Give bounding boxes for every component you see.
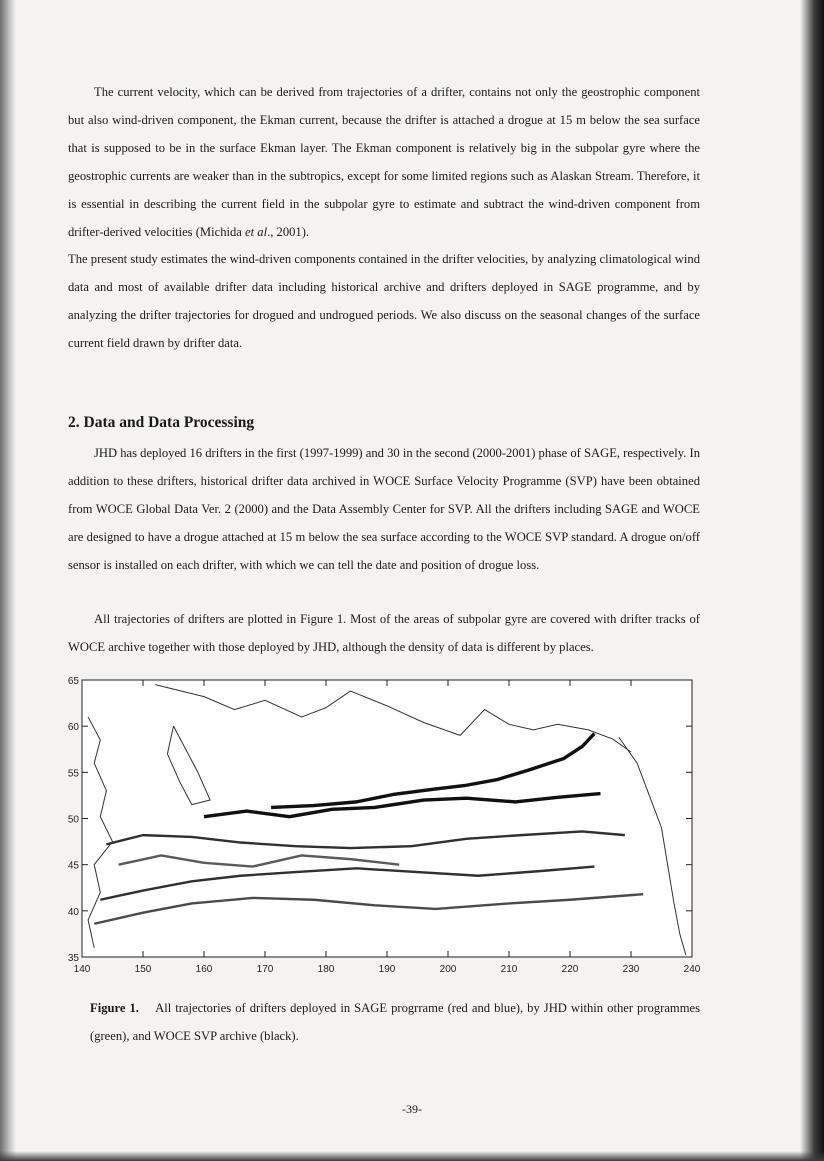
figure-caption — [90, 994, 700, 1050]
scan-shadow-bottom — [0, 1151, 824, 1161]
x-tick-label: 150 — [134, 964, 152, 975]
x-tick-label: 220 — [561, 964, 579, 975]
scan-shadow-right — [800, 0, 824, 1161]
paragraph-1-etal: et al — [245, 225, 268, 239]
y-tick-label: 35 — [67, 953, 79, 964]
caption-label: Figure 1. — [90, 1001, 139, 1015]
y-tick-label: 40 — [67, 906, 79, 918]
x-tick-label: 240 — [683, 964, 701, 975]
x-tick-label: 180 — [317, 964, 335, 975]
x-tick-label: 140 — [73, 964, 91, 975]
y-tick-label: 55 — [67, 768, 79, 780]
paragraph-4: All trajectories of drifters are plotted in Figure 1. Most of the areas of subpolar gyre are covered with drifter tracks of WOCE archive together with those deployed by JHD, although the density of data is different by places. — [68, 612, 700, 654]
x-tick-label: 210 — [500, 964, 518, 975]
x-tick-label: 230 — [622, 964, 640, 975]
section-heading: 2. Data and Data Processing — [68, 414, 255, 431]
x-tick-label: 190 — [378, 964, 396, 975]
plot-frame — [82, 680, 692, 957]
y-tick-label: 65 — [67, 676, 79, 687]
paragraph-1 — [68, 78, 700, 246]
paragraph-2: The present study estimates the wind-driven components contained in the drifter velocities, by analyzing climatological wind data and most of available drifter data including historical archive and drifters deployed in SAGE programme, and by analyzing the drifter trajectories for drogued and undrogued periods. We also discuss on the seasonal changes of the surface current field drawn by drifter data. — [68, 252, 700, 350]
paragraph-3: JHD has deployed 16 drifters in the first (1997-1999) and 30 in the second (2000-2001) phase of SAGE, respectively. In addition to these drifters, historical drifter data archived in WOCE Surface Velocity Programme (SVP) have been obtained from WOCE Global Data Ver. 2 (2000) and the Data Assembly Center for SVP. All the drifters including SAGE and WOCE are designed to have a drogue attached at 15 m below the sea surface according to the WOCE SVP standard. A drogue on/off sensor is installed on each drifter, with which we can tell the date and position of drogue loss. — [68, 446, 700, 572]
x-tick-label: 160 — [195, 964, 213, 975]
paragraph-1-text: The current velocity, which can be derived from trajectories of a drifter, contains not only the geostrophic component but also wind-driven component, the Ekman current, because the drifter is attached a drogue at 15 m below the sea surface that is supposed to be in the surface Ekman layer. The Ekman component is relatively big in the subpolar gyre where the geostrophic currents are weaker than in the subtropics, except for some limited regions such as Alaskan Stream. Therefore, it is essential in describing the current field in the subpolar gyre to estimate and subtract the wind-driven component from drifter-derived velocities (Michida — [68, 85, 700, 239]
x-tick-label: 170 — [256, 964, 274, 975]
y-tick-label: 50 — [67, 814, 79, 826]
x-tick-label: 200 — [439, 964, 457, 975]
scan-shadow-left — [0, 0, 16, 1161]
caption-text: All trajectories of drifters deployed in SAGE progrrame (red and blue), by JHD within other programmes (green), and WOCE SVP archive (black). — [90, 1001, 701, 1043]
paragraph-1-suffix: ., 2001). — [267, 225, 310, 239]
page-number: -39- — [402, 1102, 422, 1116]
y-tick-label: 60 — [67, 722, 79, 734]
figure-1 — [60, 670, 720, 980]
y-tick-label: 45 — [67, 860, 79, 872]
trajectory-map — [60, 670, 720, 980]
